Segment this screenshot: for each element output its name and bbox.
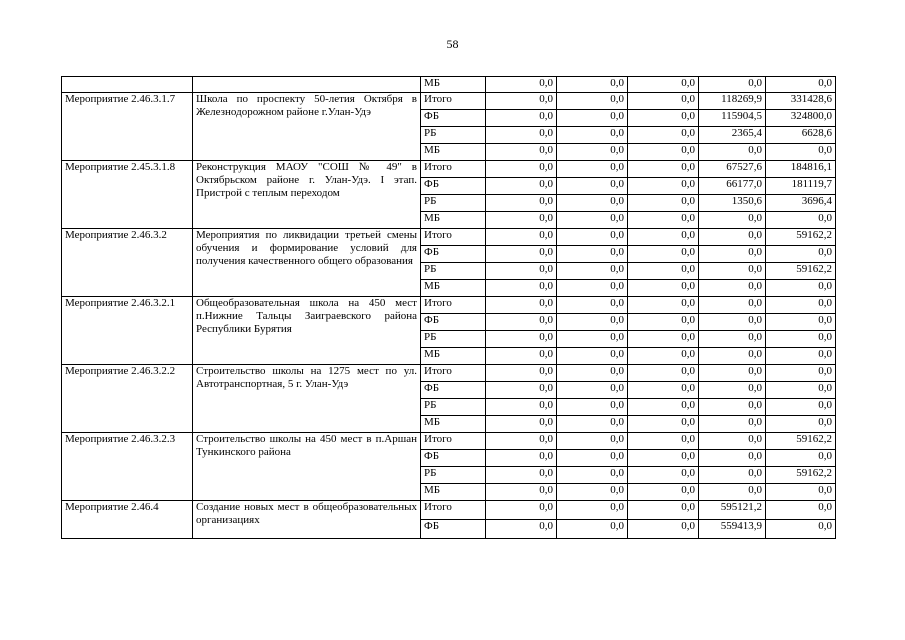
funding-source-cell: РБ [421,467,486,484]
measure-description-cell: Реконструкция МАОУ "СОШ № 49" в Октябрьском районе г. Улан-Удэ. I этап. Пристрой с теплым переходом [193,161,421,229]
value-cell: 0,0 [557,467,628,484]
value-cell: 0,0 [699,331,766,348]
value-cell: 0,0 [628,280,699,297]
budget-table [61,76,836,539]
value-cell: 0,0 [766,365,836,382]
funding-source-cell: Итого [421,161,486,178]
value-cell: 0,0 [486,77,557,93]
value-cell: 0,0 [628,399,699,416]
value-cell: 0,0 [766,212,836,229]
value-cell: 0,0 [486,110,557,127]
value-cell: 0,0 [557,110,628,127]
table-row [62,161,836,178]
value-cell: 0,0 [557,77,628,93]
table-row [62,501,836,520]
value-cell: 59162,2 [766,229,836,246]
value-cell: 0,0 [486,246,557,263]
value-cell: 0,0 [699,229,766,246]
value-cell: 0,0 [699,399,766,416]
funding-source-cell: Итого [421,365,486,382]
value-cell: 0,0 [486,467,557,484]
value-cell: 0,0 [557,195,628,212]
value-cell: 0,0 [628,365,699,382]
funding-source-cell: МБ [421,280,486,297]
value-cell: 0,0 [486,93,557,110]
value-cell: 0,0 [628,93,699,110]
value-cell: 59162,2 [766,263,836,280]
value-cell: 0,0 [766,314,836,331]
value-cell: 0,0 [557,229,628,246]
value-cell: 0,0 [699,297,766,314]
value-cell: 0,0 [766,382,836,399]
value-cell: 0,0 [557,399,628,416]
value-cell: 0,0 [699,416,766,433]
funding-source-cell: МБ [421,212,486,229]
value-cell: 0,0 [486,520,557,539]
value-cell: 115904,5 [699,110,766,127]
funding-source-cell: РБ [421,399,486,416]
value-cell: 0,0 [486,331,557,348]
value-cell: 0,0 [486,382,557,399]
value-cell: 181119,7 [766,178,836,195]
funding-source-cell: ФБ [421,246,486,263]
value-cell: 6628,6 [766,127,836,144]
value-cell: 0,0 [486,161,557,178]
measure-name-cell: Мероприятие 2.45.3.1.8 [62,161,193,229]
value-cell: 0,0 [486,297,557,314]
funding-source-cell: РБ [421,263,486,280]
funding-source-cell: РБ [421,127,486,144]
measure-name-cell: Мероприятие 2.46.3.1.7 [62,93,193,161]
value-cell: 0,0 [486,365,557,382]
value-cell: 0,0 [486,195,557,212]
value-cell: 0,0 [486,416,557,433]
value-cell: 2365,4 [699,127,766,144]
value-cell: 0,0 [766,399,836,416]
value-cell: 0,0 [557,331,628,348]
value-cell: 0,0 [766,484,836,501]
measure-description-cell: Строительство школы на 1275 мест по ул. Автотранспортная, 5 г. Улан-Удэ [193,365,421,433]
value-cell: 0,0 [766,280,836,297]
value-cell: 0,0 [766,331,836,348]
value-cell: 0,0 [628,161,699,178]
measure-description-cell: Школа по проспекту 50-летия Октября в Железнодорожном районе г.Улан-Удэ [193,93,421,161]
value-cell: 0,0 [766,348,836,365]
funding-source-cell: ФБ [421,178,486,195]
value-cell: 0,0 [628,314,699,331]
value-cell: 0,0 [628,110,699,127]
value-cell: 0,0 [699,263,766,280]
value-cell: 59162,2 [766,433,836,450]
value-cell: 0,0 [486,263,557,280]
value-cell: 0,0 [628,77,699,93]
value-cell: 0,0 [628,246,699,263]
value-cell: 0,0 [557,433,628,450]
value-cell: 0,0 [699,484,766,501]
value-cell: 0,0 [628,178,699,195]
value-cell: 0,0 [557,348,628,365]
value-cell: 0,0 [557,365,628,382]
value-cell: 0,0 [699,348,766,365]
funding-source-cell: Итого [421,229,486,246]
table-row [62,433,836,450]
value-cell: 118269,9 [699,93,766,110]
value-cell: 0,0 [486,314,557,331]
value-cell: 0,0 [486,433,557,450]
measure-name-cell: Мероприятие 2.46.3.2.2 [62,365,193,433]
value-cell: 559413,9 [699,520,766,539]
value-cell: 0,0 [766,450,836,467]
funding-source-cell: ФБ [421,450,486,467]
value-cell: 0,0 [486,280,557,297]
value-cell: 0,0 [628,263,699,280]
value-cell: 0,0 [628,467,699,484]
funding-source-cell: Итого [421,93,486,110]
funding-source-cell: МБ [421,416,486,433]
value-cell: 0,0 [557,178,628,195]
value-cell: 0,0 [766,297,836,314]
measure-name-cell: Мероприятие 2.46.3.2 [62,229,193,297]
funding-source-cell: Итого [421,433,486,450]
value-cell: 0,0 [628,195,699,212]
measure-description-cell: Мероприятия по ликвидации третьей смены обучения и формирование условий для получения качественного общего образования [193,229,421,297]
value-cell: 0,0 [557,246,628,263]
measure-description-cell: Строительство школы на 450 мест в п.Аршан Тункинского района [193,433,421,501]
funding-source-cell: РБ [421,331,486,348]
value-cell: 0,0 [699,382,766,399]
funding-source-cell: МБ [421,144,486,161]
value-cell: 67527,6 [699,161,766,178]
funding-source-cell: ФБ [421,520,486,539]
value-cell: 0,0 [766,77,836,93]
table-row [62,365,836,382]
value-cell: 59162,2 [766,467,836,484]
value-cell: 0,0 [699,246,766,263]
funding-source-cell: Итого [421,501,486,520]
value-cell: 0,0 [699,450,766,467]
value-cell: 0,0 [557,280,628,297]
value-cell: 0,0 [628,416,699,433]
value-cell: 0,0 [699,433,766,450]
value-cell: 0,0 [557,484,628,501]
table-row [62,93,836,110]
value-cell: 0,0 [699,314,766,331]
value-cell: 0,0 [486,450,557,467]
funding-source-cell: МБ [421,348,486,365]
value-cell: 0,0 [557,520,628,539]
value-cell: 0,0 [486,399,557,416]
value-cell: 0,0 [628,433,699,450]
measure-description-cell: Общеобразовательная школа на 450 мест п.Нижние Тальцы Заиграевского района Республики Бурятия [193,297,421,365]
value-cell: 0,0 [628,382,699,399]
value-cell: 0,0 [628,348,699,365]
value-cell: 0,0 [699,212,766,229]
value-cell: 0,0 [557,144,628,161]
measure-name-cell: Мероприятие 2.46.3.2.1 [62,297,193,365]
funding-source-cell: МБ [421,77,486,93]
value-cell: 0,0 [486,127,557,144]
value-cell: 331428,6 [766,93,836,110]
value-cell: 0,0 [557,382,628,399]
value-cell: 1350,6 [699,195,766,212]
value-cell: 0,0 [557,212,628,229]
value-cell: 0,0 [557,314,628,331]
value-cell: 0,0 [628,229,699,246]
value-cell: 0,0 [557,501,628,520]
value-cell: 0,0 [628,144,699,161]
value-cell: 0,0 [628,450,699,467]
funding-source-cell: МБ [421,484,486,501]
table-row [62,229,836,246]
value-cell: 3696,4 [766,195,836,212]
value-cell: 0,0 [557,416,628,433]
value-cell: 0,0 [628,484,699,501]
value-cell: 0,0 [766,501,836,520]
value-cell: 0,0 [628,212,699,229]
value-cell: 0,0 [699,365,766,382]
measure-name-cell [62,77,193,93]
value-cell: 66177,0 [699,178,766,195]
table-body [62,77,836,539]
value-cell: 184816,1 [766,161,836,178]
value-cell: 0,0 [486,484,557,501]
value-cell: 0,0 [486,229,557,246]
value-cell: 0,0 [628,501,699,520]
value-cell: 0,0 [486,178,557,195]
value-cell: 0,0 [699,280,766,297]
value-cell: 595121,2 [699,501,766,520]
value-cell: 324800,0 [766,110,836,127]
table-row [62,297,836,314]
value-cell: 0,0 [486,144,557,161]
value-cell: 0,0 [557,93,628,110]
value-cell: 0,0 [486,348,557,365]
measure-description-cell [193,77,421,93]
funding-source-cell: ФБ [421,314,486,331]
value-cell: 0,0 [766,144,836,161]
value-cell: 0,0 [699,467,766,484]
measure-name-cell: Мероприятие 2.46.3.2.3 [62,433,193,501]
value-cell: 0,0 [628,331,699,348]
value-cell: 0,0 [766,520,836,539]
value-cell: 0,0 [628,297,699,314]
value-cell: 0,0 [628,127,699,144]
measure-description-cell: Создание новых мест в общеобразовательных организациях [193,501,421,539]
funding-source-cell: Итого [421,297,486,314]
value-cell: 0,0 [766,416,836,433]
page-number: 58 [446,37,459,51]
funding-source-cell: ФБ [421,110,486,127]
value-cell: 0,0 [486,212,557,229]
value-cell: 0,0 [766,246,836,263]
value-cell: 0,0 [486,501,557,520]
funding-source-cell: ФБ [421,382,486,399]
value-cell: 0,0 [557,297,628,314]
value-cell: 0,0 [557,263,628,280]
measure-name-cell: Мероприятие 2.46.4 [62,501,193,539]
value-cell: 0,0 [557,161,628,178]
value-cell: 0,0 [557,127,628,144]
table-row [62,77,836,93]
funding-source-cell: РБ [421,195,486,212]
value-cell: 0,0 [628,520,699,539]
value-cell: 0,0 [699,77,766,93]
value-cell: 0,0 [699,144,766,161]
value-cell: 0,0 [557,450,628,467]
